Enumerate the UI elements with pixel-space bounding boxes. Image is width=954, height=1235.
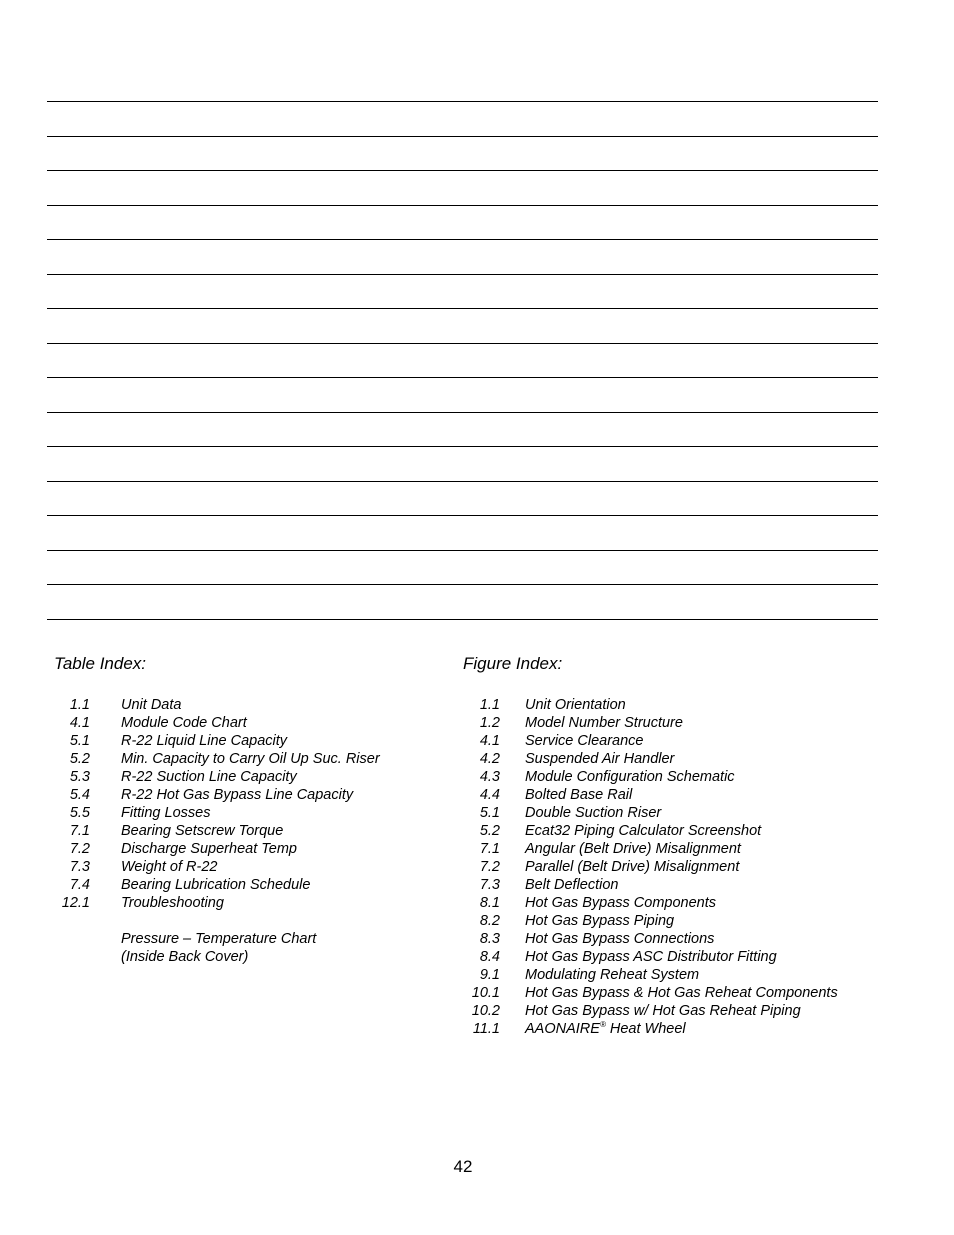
entry-label: Unit Data: [121, 697, 182, 713]
table-index-entry: [54, 840, 434, 858]
table-index-entry: [54, 876, 434, 894]
entry-number: 4.1: [69, 715, 90, 731]
note-line: [47, 239, 878, 240]
entry-number: 7.3: [479, 877, 500, 893]
note-line: [47, 412, 878, 413]
table-index: [54, 654, 434, 966]
registered-mark: ®: [599, 1020, 606, 1029]
entry-number: 8.4: [479, 949, 500, 965]
entry-label: Hot Gas Bypass Piping: [525, 913, 675, 929]
figure-index-heading: Figure Index:: [463, 654, 563, 673]
table-index-extra-line: Pressure – Temperature Chart: [121, 931, 317, 947]
entry-number: 12.1: [61, 895, 90, 911]
entry-number: 8.1: [479, 895, 500, 911]
figure-index-entry: [463, 894, 903, 912]
figure-index-entry: [463, 966, 903, 984]
entry-number: 4.3: [479, 769, 500, 785]
note-line: [47, 136, 878, 137]
entry-number: 7.1: [69, 823, 90, 839]
entry-label: R-22 Liquid Line Capacity: [121, 733, 288, 749]
entry-number: 4.4: [479, 787, 500, 803]
entry-number: 7.1: [479, 841, 500, 857]
entry-number: 5.2: [479, 823, 500, 839]
page-number: 42: [453, 1157, 473, 1176]
entry-number: 1.2: [479, 715, 500, 731]
entry-number: 7.2: [479, 859, 500, 875]
figure-index-entry: [463, 1002, 903, 1020]
note-line: [47, 481, 878, 482]
entry-label: Model Number Structure: [525, 715, 683, 731]
entry-label: Angular (Belt Drive) Misalignment: [525, 841, 741, 857]
figure-index: [463, 654, 903, 1038]
figure-index-entry: [463, 822, 903, 840]
entry-label: Fitting Losses: [121, 805, 211, 821]
note-line: [47, 584, 878, 585]
note-line: [47, 446, 878, 447]
entry-label: Modulating Reheat System: [525, 967, 700, 983]
note-line: [47, 550, 878, 551]
entry-number: 8.2: [479, 913, 500, 929]
note-line: [47, 170, 878, 171]
note-line: [47, 515, 878, 516]
figure-index-entry: [463, 714, 903, 732]
note-line: [47, 274, 878, 275]
entry-number: 1.1: [69, 697, 90, 713]
entry-label: Ecat32 Piping Calculator Screenshot: [525, 823, 762, 839]
entry-label: R-22 Hot Gas Bypass Line Capacity: [121, 787, 354, 803]
notes-lines: [47, 101, 878, 620]
entry-label: AAONAIRE® Heat Wheel: [525, 1020, 686, 1037]
note-line: [47, 205, 878, 206]
figure-index-entry: [463, 876, 903, 894]
entry-label: Min. Capacity to Carry Oil Up Suc. Riser: [121, 751, 380, 767]
table-index-entry: [54, 732, 434, 750]
entry-number: 5.1: [479, 805, 500, 821]
figure-index-entry: [463, 948, 903, 966]
entry-label: Service Clearance: [525, 733, 644, 749]
table-index-extra-line: (Inside Back Cover): [121, 949, 249, 965]
entry-label: Belt Deflection: [525, 877, 619, 893]
note-line: [47, 308, 878, 309]
entry-label: Discharge Superheat Temp: [121, 841, 297, 857]
entry-label: Hot Gas Bypass & Hot Gas Reheat Components: [525, 985, 838, 1001]
entry-number: 7.4: [69, 877, 90, 893]
entry-number: 4.2: [479, 751, 500, 767]
entry-label: Unit Orientation: [525, 697, 626, 713]
entry-number: 11.1: [472, 1021, 500, 1037]
entry-label: Module Configuration Schematic: [525, 769, 735, 785]
figure-index-entry: [463, 912, 903, 930]
figure-index-entry: [463, 840, 903, 858]
entry-number: 1.1: [479, 697, 500, 713]
note-line: [47, 377, 878, 378]
table-index-entry: [54, 768, 434, 786]
entry-label: Bearing Setscrew Torque: [121, 823, 284, 839]
figure-index-entry: [463, 1020, 903, 1038]
entry-label: Weight of R-22: [121, 859, 218, 875]
entry-number: 5.2: [69, 751, 90, 767]
table-index-entry: [54, 894, 434, 912]
entry-label: Parallel (Belt Drive) Misalignment: [525, 859, 740, 875]
figure-index-entry: [463, 768, 903, 786]
figure-index-list: [463, 696, 903, 1020]
entry-number: 5.1: [69, 733, 90, 749]
note-line: [47, 619, 878, 620]
entry-label: Hot Gas Bypass w/ Hot Gas Reheat Piping: [525, 1003, 801, 1019]
entry-number: 10.2: [471, 1003, 500, 1019]
entry-number: 9.1: [479, 967, 500, 983]
entry-label: Hot Gas Bypass Components: [525, 895, 717, 911]
entry-number: 7.3: [69, 859, 90, 875]
entry-label: Double Suction Riser: [525, 805, 662, 821]
entry-label: Suspended Air Handler: [525, 751, 675, 767]
note-line: [47, 343, 878, 344]
note-line: [47, 101, 878, 102]
figure-index-entry: [463, 786, 903, 804]
entry-label: Troubleshooting: [121, 895, 224, 911]
entry-label: Bearing Lubrication Schedule: [121, 877, 311, 893]
table-index-heading: Table Index:: [54, 654, 146, 673]
entry-label: R-22 Suction Line Capacity: [121, 769, 297, 785]
figure-index-entry: [463, 804, 903, 822]
table-index-entry: [54, 714, 434, 732]
figure-index-entry: [463, 696, 903, 714]
table-index-entry: [54, 822, 434, 840]
entry-number: 5.3: [69, 769, 90, 785]
entry-label: Module Code Chart: [121, 715, 247, 731]
table-index-entry: [54, 804, 434, 822]
figure-index-entry: [463, 984, 903, 1002]
table-index-entry: [54, 696, 434, 714]
table-index-entry: [54, 858, 434, 876]
figure-index-entry: [463, 750, 903, 768]
entry-number: 7.2: [69, 841, 90, 857]
table-index-entry: [54, 750, 434, 768]
table-index-list: [54, 696, 434, 912]
figure-index-entry: [463, 858, 903, 876]
entry-label: Hot Gas Bypass ASC Distributor Fitting: [525, 949, 777, 965]
table-index-entry: [54, 786, 434, 804]
figure-index-entry: [463, 930, 903, 948]
figure-index-entry: [463, 732, 903, 750]
entry-number: 4.1: [479, 733, 500, 749]
entry-label: Bolted Base Rail: [525, 787, 633, 803]
entry-number: 5.4: [69, 787, 90, 803]
entry-number: 5.5: [69, 805, 90, 821]
entry-number: 10.1: [471, 985, 500, 1001]
entry-label: Hot Gas Bypass Connections: [525, 931, 715, 947]
entry-number: 8.3: [479, 931, 500, 947]
